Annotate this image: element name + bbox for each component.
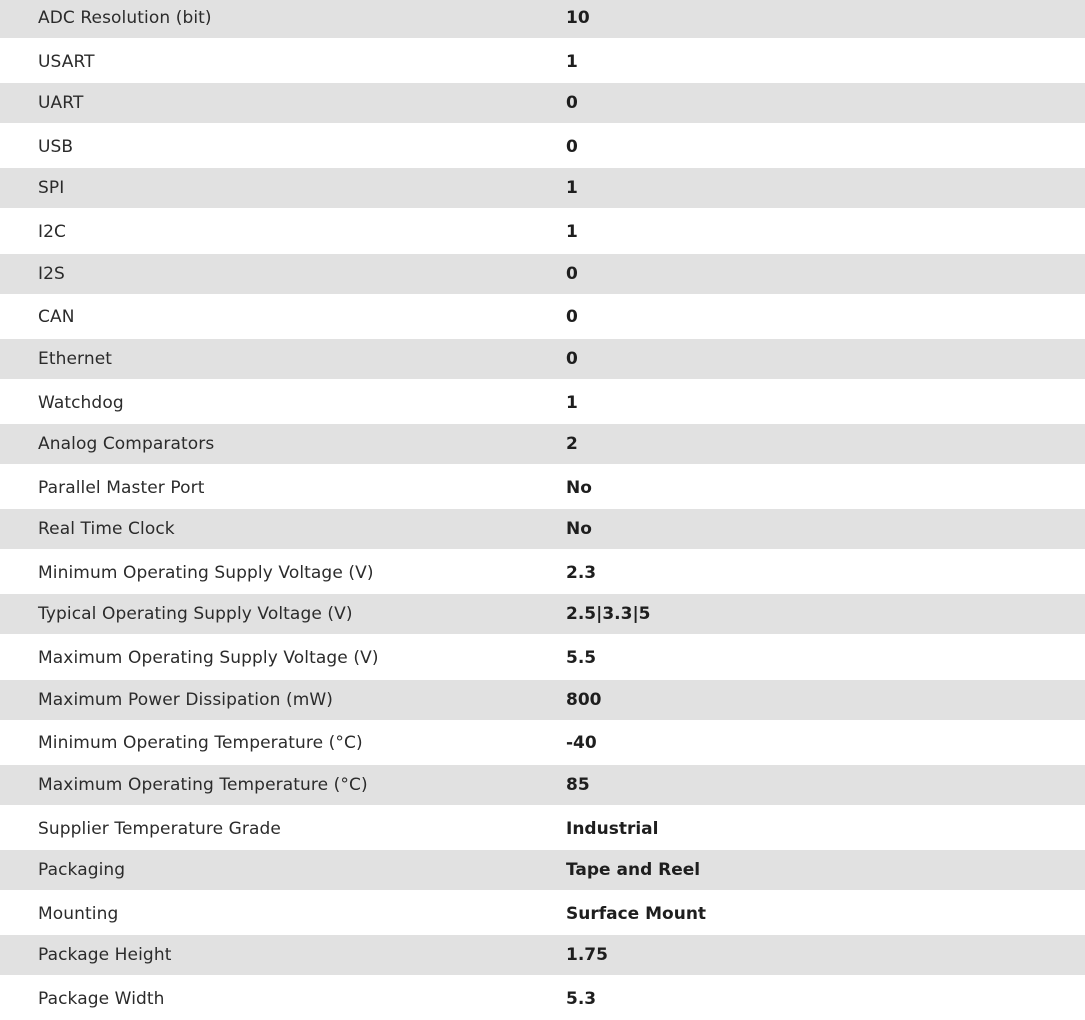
spec-label: Maximum Operating Temperature (°C) — [38, 774, 368, 795]
spec-value: 1 — [566, 222, 578, 243]
spec-value: 0 — [566, 263, 578, 284]
spec-row — [0, 467, 1085, 510]
spec-row — [0, 509, 1085, 549]
spec-row — [0, 126, 1085, 169]
spec-label: Ethernet — [38, 348, 113, 369]
spec-row — [0, 83, 1085, 123]
spec-value: 0 — [566, 137, 578, 158]
spec-label: SPI — [38, 178, 65, 199]
spec-row — [0, 680, 1085, 720]
spec-value: No — [566, 519, 592, 540]
spec-row — [0, 41, 1085, 84]
spec-label: UART — [38, 93, 84, 114]
spec-row — [0, 0, 1085, 38]
spec-label: USB — [38, 137, 74, 158]
spec-row — [0, 850, 1085, 890]
spec-label: Real Time Clock — [38, 519, 175, 540]
spec-row — [0, 637, 1085, 680]
spec-label: ADC Resolution (bit) — [38, 8, 212, 28]
spec-value: 5.3 — [566, 989, 597, 1010]
spec-value: 0 — [566, 93, 578, 114]
spec-label: I2C — [38, 222, 66, 243]
spec-value: 1.75 — [566, 945, 608, 966]
spec-value: Industrial — [566, 818, 659, 839]
spec-row — [0, 594, 1085, 634]
spec-row — [0, 211, 1085, 254]
spec-label: Maximum Power Dissipation (mW) — [38, 689, 334, 710]
spec-value: 10 — [566, 8, 590, 28]
spec-value: 2 — [566, 434, 578, 454]
spec-row — [0, 765, 1085, 805]
spec-row — [0, 296, 1085, 339]
spec-row — [0, 935, 1085, 975]
spec-value: 2.5|3.3|5 — [566, 604, 651, 625]
spec-row — [0, 552, 1085, 595]
spec-label: Maximum Operating Supply Voltage (V) — [38, 648, 379, 669]
spec-row — [0, 254, 1085, 294]
spec-value: 1 — [566, 392, 578, 413]
spec-label: Minimum Operating Supply Voltage (V) — [38, 563, 374, 584]
spec-value: -40 — [566, 733, 597, 754]
spec-row — [0, 893, 1085, 936]
spec-row — [0, 722, 1085, 765]
spec-value: 2.3 — [566, 563, 597, 584]
spec-value: No — [566, 477, 592, 498]
spec-value: 5.5 — [566, 648, 597, 669]
spec-label: CAN — [38, 307, 75, 328]
spec-value: 0 — [566, 307, 578, 328]
spec-value: 800 — [566, 689, 602, 710]
spec-row — [0, 381, 1085, 424]
spec-row — [0, 168, 1085, 208]
spec-label: Supplier Temperature Grade — [38, 818, 281, 839]
spec-label: Minimum Operating Temperature (°C) — [38, 733, 363, 754]
spec-label: Packaging — [38, 860, 126, 880]
spec-label: Mounting — [38, 903, 119, 924]
spec-value: Tape and Reel — [566, 860, 701, 880]
spec-label: Watchdog — [38, 392, 124, 413]
spec-label: USART — [38, 51, 95, 72]
spec-row — [0, 978, 1085, 1020]
spec-row — [0, 339, 1085, 379]
spec-value: 0 — [566, 348, 578, 369]
spec-value: 85 — [566, 774, 590, 795]
spec-label: I2S — [38, 263, 65, 284]
spec-label: Package Width — [38, 989, 165, 1010]
spec-label: Package Height — [38, 945, 172, 966]
spec-label: Typical Operating Supply Voltage (V) — [38, 604, 353, 625]
spec-value: Surface Mount — [566, 903, 707, 924]
spec-label: Parallel Master Port — [38, 477, 205, 498]
spec-value: 1 — [566, 178, 578, 199]
spec-row — [0, 424, 1085, 464]
spec-label: Analog Comparators — [38, 434, 215, 454]
spec-row — [0, 807, 1085, 850]
spec-value: 1 — [566, 51, 578, 72]
